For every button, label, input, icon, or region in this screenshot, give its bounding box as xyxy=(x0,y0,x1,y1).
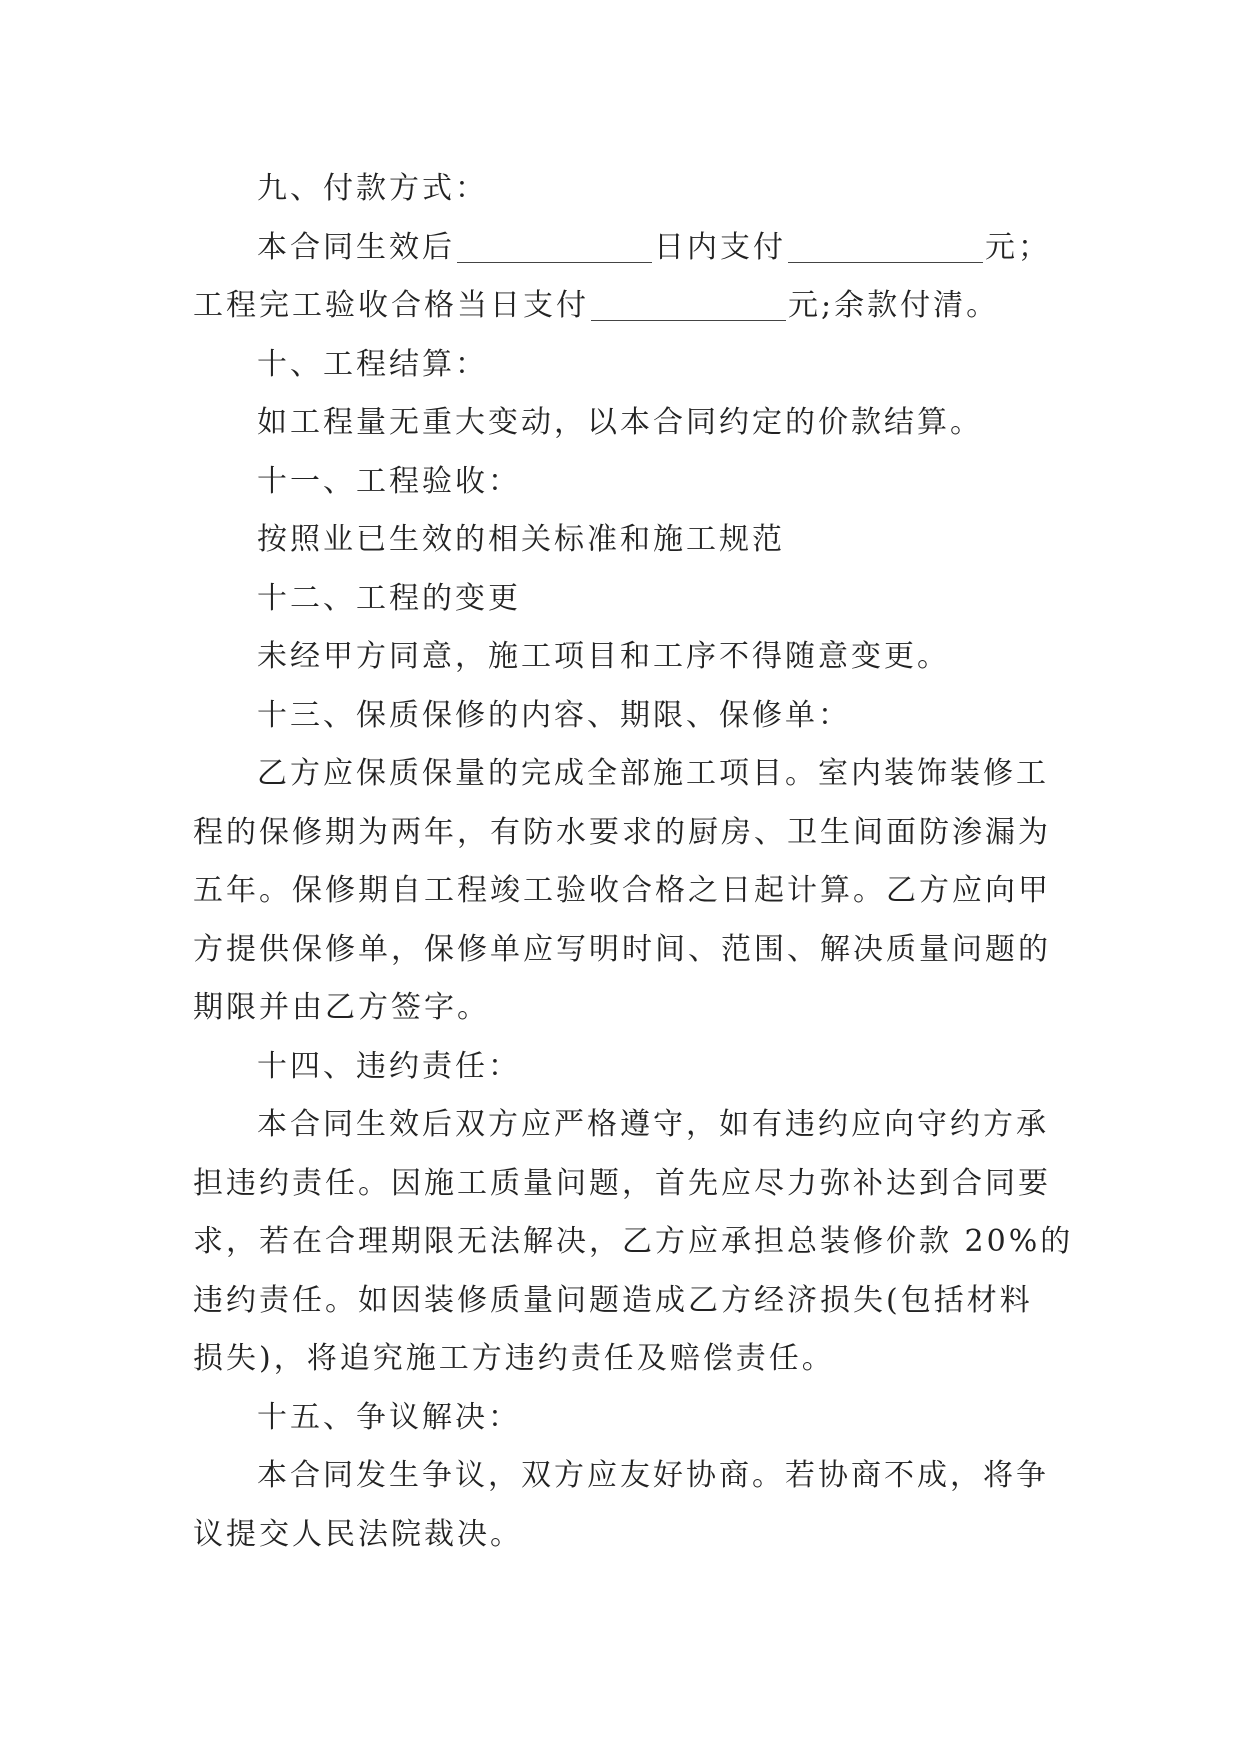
blank-field-days[interactable] xyxy=(457,232,652,263)
section-heading-payment: 九、付款方式： xyxy=(257,171,488,206)
payment-terms-line-1 xyxy=(193,219,1053,278)
paragraph-line: 本合同生效后双方应严格遵守，如有违约应向守约方承 xyxy=(257,1107,1049,1142)
paragraph-line: 期限并由乙方签字。 xyxy=(193,990,490,1025)
section-heading-dispute: 十五、争议解决： xyxy=(257,1399,521,1435)
payment-text: 工程完工验收合格当日支付 xyxy=(193,288,589,323)
paragraph-line: 按照业已生效的相关标准和施工规范 xyxy=(257,522,785,557)
blank-field-amount-1[interactable] xyxy=(788,232,983,263)
paragraph-line: 如工程量无重大变动，以本合同约定的价款结算。 xyxy=(257,405,983,440)
section-heading-liability: 十四、违约责任： xyxy=(257,1048,521,1084)
payment-text: 元； xyxy=(985,229,1051,265)
section-heading-acceptance: 十一、工程验收： xyxy=(257,463,521,499)
document-body xyxy=(193,160,1074,1564)
payment-text: 本合同生效后 xyxy=(257,229,455,265)
paragraph-line: 违约责任。如因装修质量问题造成乙方经济损失(包括材料 xyxy=(193,1282,1033,1318)
paragraph-line: 未经甲方同意，施工项目和工序不得随意变更。 xyxy=(257,639,950,674)
paragraph-line: 议提交人民法院裁决。 xyxy=(193,1516,523,1552)
section-heading-changes: 十二、工程的变更 xyxy=(257,580,521,616)
payment-text: 元;余款付清。 xyxy=(788,288,1000,323)
section-heading-settlement: 十、工程结算： xyxy=(257,346,488,382)
section-heading-warranty: 十三、保质保修的内容、期限、保修单： xyxy=(257,697,851,733)
payment-terms-line-2 xyxy=(193,277,1053,336)
paragraph-line: 五年。保修期自工程竣工验收合格之日起计算。乙方应向甲 xyxy=(193,873,1051,908)
payment-text: 日内支付 xyxy=(654,229,786,265)
paragraph-line: 损失)，将追究施工方违约责任及赔偿责任。 xyxy=(193,1341,835,1376)
paragraph-line: 程的保修期为两年，有防水要求的厨房、卫生间面防渗漏为 xyxy=(193,814,1051,850)
paragraph-line: 担违约责任。因施工质量问题，首先应尽力弥补达到合同要 xyxy=(193,1165,1051,1201)
paragraph-line: 方提供保修单，保修单应写明时间、范围、解决质量问题的 xyxy=(193,931,1051,967)
paragraph-line: 乙方应保质保量的完成全部施工项目。室内装饰装修工 xyxy=(257,756,1049,791)
blank-field-amount-2[interactable] xyxy=(591,290,786,321)
paragraph-line: 求，若在合理期限无法解决，乙方应承担总装修价款 20%的 xyxy=(193,1224,1074,1259)
paragraph-line: 本合同发生争议，双方应友好协商。若协商不成，将争 xyxy=(257,1458,1049,1493)
